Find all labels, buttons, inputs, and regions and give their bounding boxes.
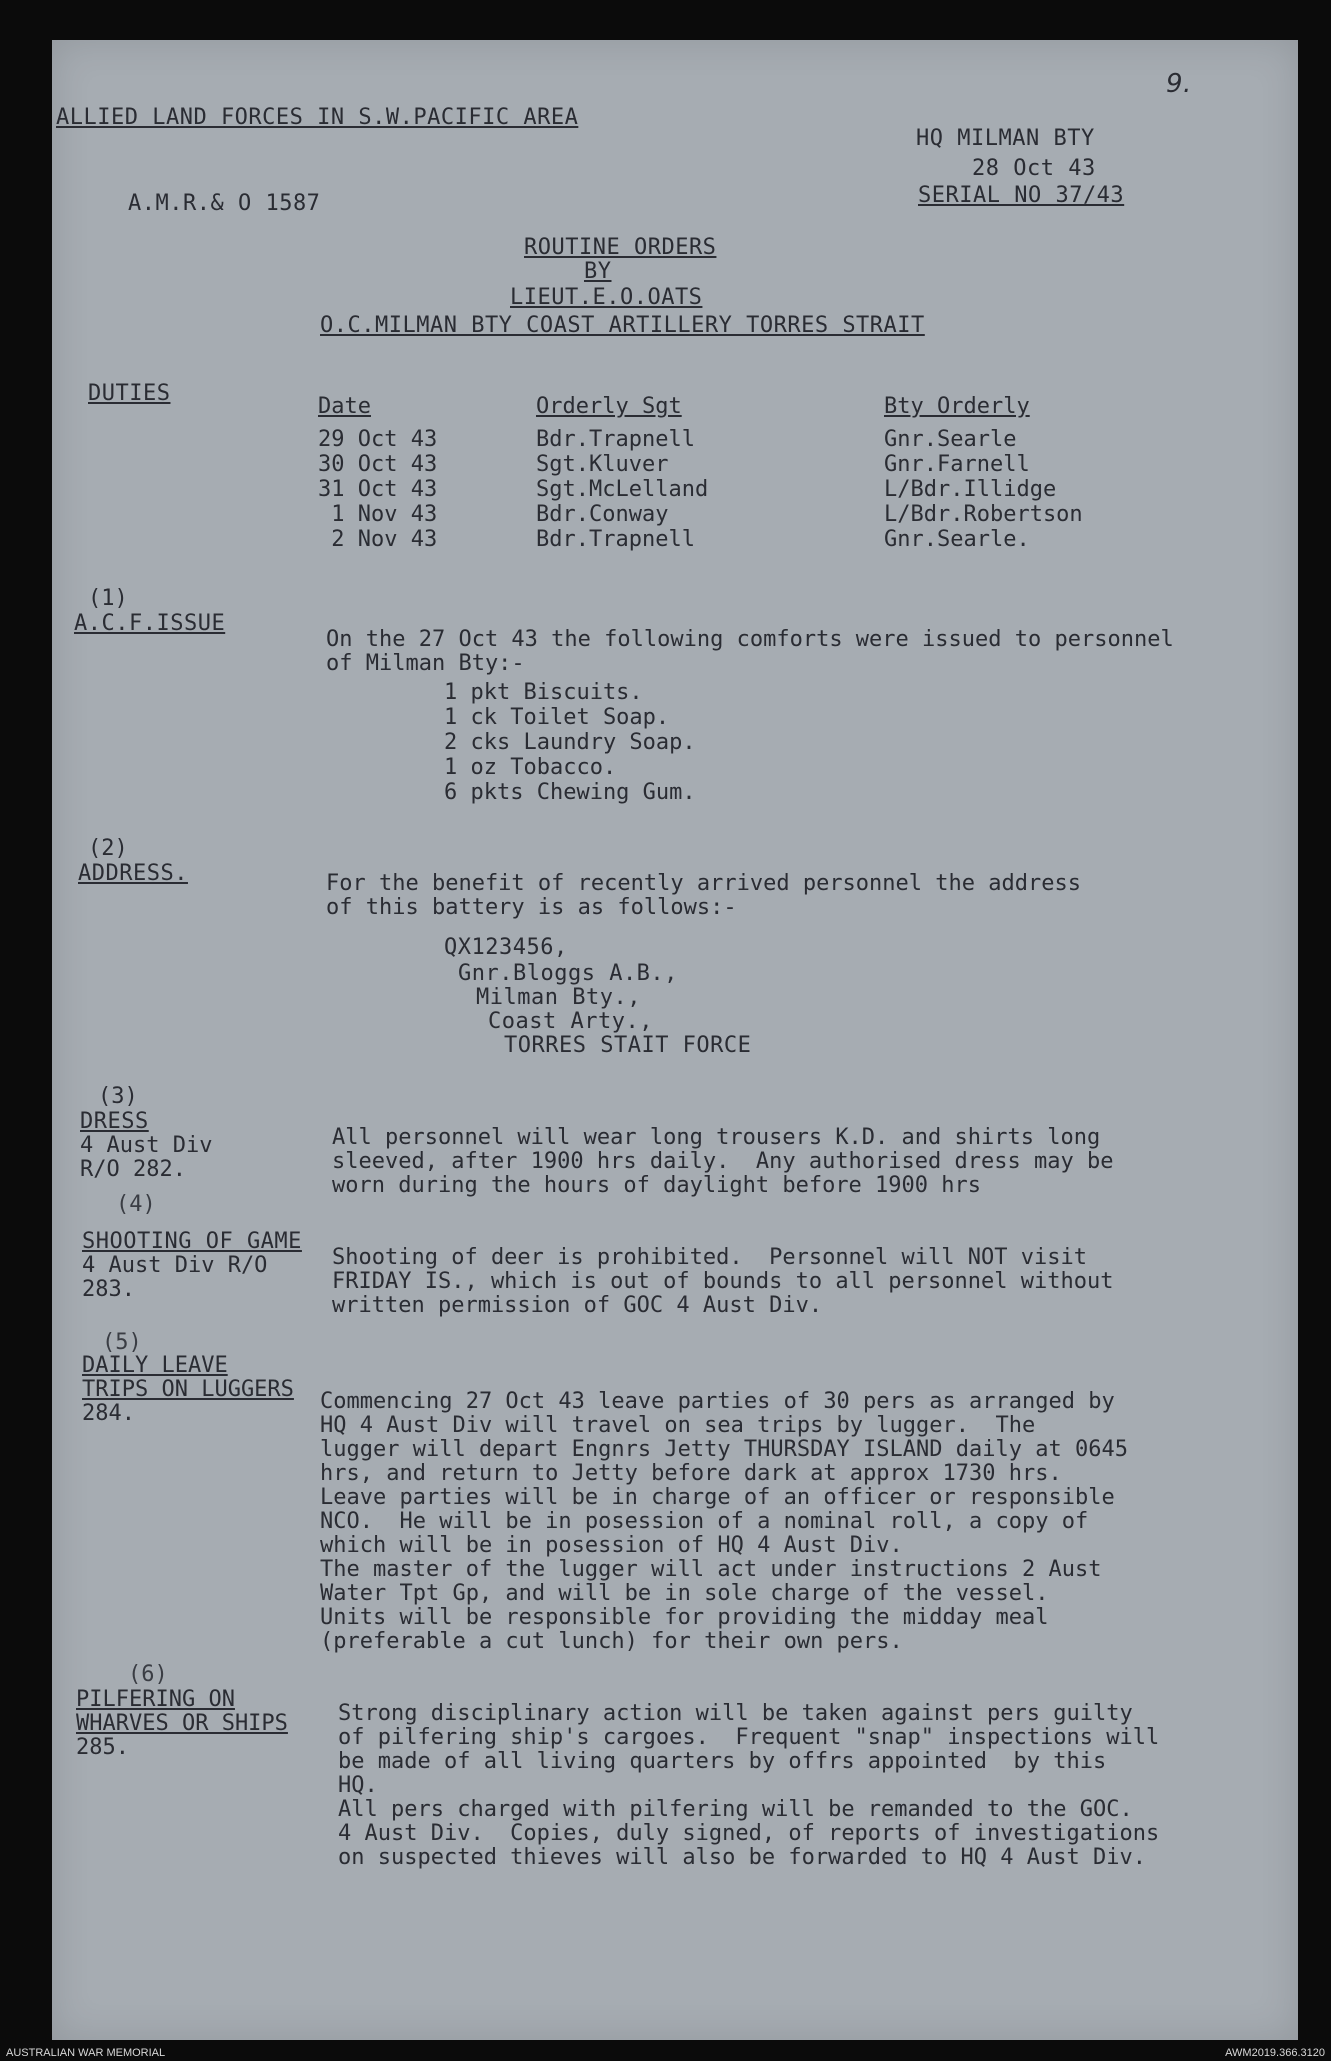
section-4-reference: 4 Aust Div R/O 283. [82,1253,268,1302]
section-4-heading: SHOOTING OF GAME [82,1229,302,1254]
duty-roster-table [318,394,1083,552]
title-line-3: LIEUT.E.O.OATS [510,285,703,310]
list-item: 1 oz Tobacco. [444,755,617,780]
list-item: 6 pkts Chewing Gum. [444,780,696,805]
page-number: 9. [1166,69,1192,99]
section-6-body: Strong disciplinary action will be taken against pers guilty of pilfering ship's cargoes. Frequent "snap" inspections will be made of all living quarters by offrs appointed by this HQ. All pers charged with pilfering will be remanded to the GOC. 4 Aust Div. Copies, duly signed, of reports of investigations on suspected thieves will also be forwarded to HQ 4 Aust Div. [338,1701,1160,1870]
order-date: 28 Oct 43 [972,156,1096,181]
address-line-5: TORRES STAIT FORCE [504,1033,752,1058]
section-5-number: (5) [102,1330,142,1355]
section-3-reference: 4 Aust Div R/O 282. [80,1133,213,1182]
section-1-heading: A.C.F.ISSUE [74,611,226,636]
section-3-number: (3) [98,1084,138,1109]
section-4-number: (4) [116,1192,156,1217]
section-5-reference: 284. [82,1401,135,1426]
section-3-body: All personnel will wear long trousers K.D. and shirts long sleeved, after 1900 hrs daily. Any authorised dress may be worn during the hours of daylight before 1900 hrs [332,1125,1114,1198]
col-date: Date [318,394,371,419]
col-orderly-sgt: Orderly Sgt [536,394,682,419]
section-4-body: Shooting of deer is prohibited. Personnel will NOT visit FRIDAY IS., which is out of bounds to all personnel without written permission of GOC 4 Aust Div. [332,1245,1114,1318]
list-item: 1 pkt Biscuits. [444,680,643,705]
section-2-heading: ADDRESS. [78,861,188,886]
section-1-number: (1) [88,586,128,611]
table-row: 30 Oct 43 Sgt.Kluver Gnr.Farnell [318,452,1030,477]
comforts-list [444,680,696,805]
title-line-4: O.C.MILMAN BTY COAST ARTILLERY TORRES STRAIT [320,313,925,338]
address-line-2: Gnr.Bloggs A.B., [458,961,678,986]
address-line-4: Coast Arty., [488,1009,653,1034]
duties-heading: DUTIES [88,381,171,406]
list-item: 2 cks Laundry Soap. [444,730,696,755]
table-row: 2 Nov 43 Bdr.Trapnell Gnr.Searle. [318,527,1030,552]
footer-institution: AUSTRALIAN WAR MEMORIAL [6,2047,166,2059]
footer-accession-number: AWM2019.366.3120 [1225,2047,1325,2059]
list-item: 1 ck Toilet Soap. [444,705,670,730]
table-row: 31 Oct 43 Sgt.McLelland L/Bdr.Illidge [318,477,1057,502]
section-2-number: (2) [88,836,128,861]
section-6-reference: 285. [76,1735,129,1760]
table-row: 29 Oct 43 Bdr.Trapnell Gnr.Searle [318,427,1017,452]
section-6-heading: PILFERING ON WHARVES OR SHIPS [76,1687,288,1736]
col-bty-orderly: Bty Orderly [884,394,1030,419]
hq-name: HQ MILMAN BTY [916,126,1095,151]
address-line-1: QX123456, [444,935,568,960]
serial-number: SERIAL NO 37/43 [918,183,1125,208]
section-5-body: Commencing 27 Oct 43 leave parties of 30 pers as arranged by HQ 4 Aust Div will travel on sea trips by lugger. The lugger will depart Engnrs Jetty THURSDAY ISLAND daily at 0645 hrs, and return to Jetty before dark at approx 1730 hrs. Leave parties will be in charge of an officer or responsible NCO. He will be in posession of a nominal roll, a copy of which will be in posession of HQ 4 Aust Div. The master of the lugger will act under instructions 2 Aust Water Tpt Gp, and will be in sole charge of the vessel. Units will be responsible for providing the midday meal (preferable a cut lunch) for their own pers. [320,1389,1128,1654]
table-row: 1 Nov 43 Bdr.Conway L/Bdr.Robertson [318,502,1083,527]
section-6-number: (6) [128,1662,168,1687]
address-line-3: Milman Bty., [476,985,641,1010]
section-3-heading: DRESS [80,1109,149,1134]
title-line-1: ROUTINE ORDERS [524,235,717,260]
section-5-heading: DAILY LEAVE TRIPS ON LUGGERS [82,1353,294,1402]
title-line-2: BY [584,259,612,284]
section-1-body: On the 27 Oct 43 the following comforts were issued to personnel of Milman Bty:- [326,627,1174,676]
section-2-body: For the benefit of recently arrived personnel the address of this battery is as follows:- [326,871,1081,920]
force-heading: ALLIED LAND FORCES IN S.W.PACIFIC AREA [56,105,579,130]
reference-number: A.M.R.& O 1587 [128,191,321,216]
